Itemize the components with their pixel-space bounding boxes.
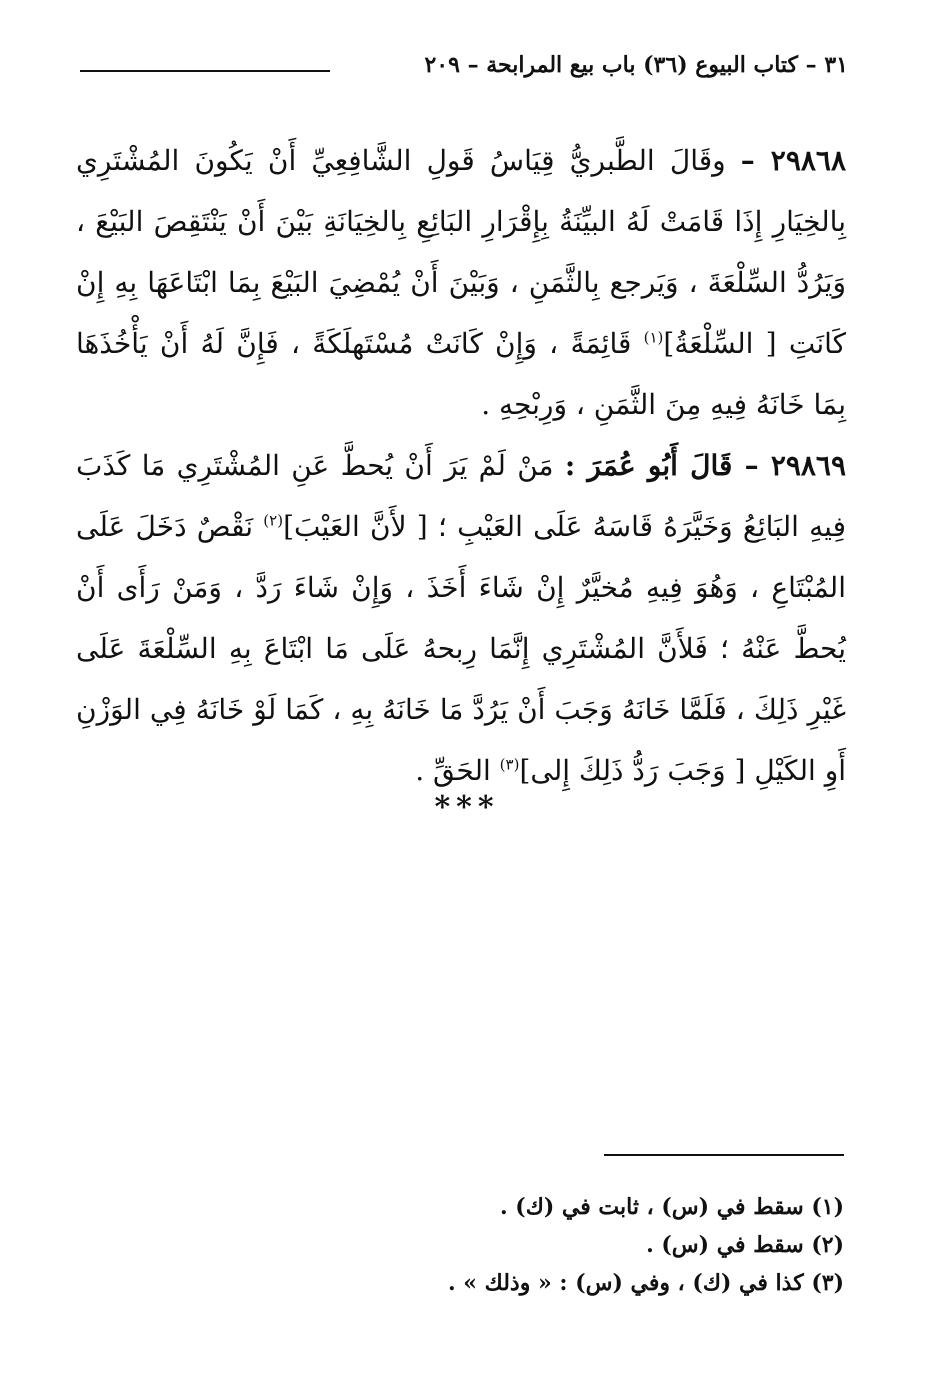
main-text	[76, 130, 846, 801]
paragraph-number: ٢٩٨٦٨ –	[740, 144, 846, 177]
footnote-rule	[604, 1154, 844, 1156]
paragraph-text-continued: قَائِمَةً ، وَإِنْ كَانَتْ مُسْتَهلَكَةً ، فَإِنَّ لَهُ أَنْ يَأْخُذَهَا بِمَا خَانَهُ فِيهِ مِنَ الثَّمَنِ ، وَرِبْحِهِ .	[76, 327, 846, 421]
header-title: ٣١ – كتاب البيوع (٣٦) باب بيع المرابحة – ٢٠٩	[424, 52, 848, 78]
paragraph-text-continued: الحَقِّ .	[415, 754, 500, 787]
paragraph-text-middle: نَقْصٌ دَخَلَ عَلَى المُبْتَاعِ ، وَهُوَ فِيهِ مُخيَّرٌ إِنْ شَاءَ أَخَذَ ، وَإِنْ شَاءَ رَدَّ ، وَمَنْ رَأَى أَنْ يُحطَّ عَنْهُ ؛ فَلأَنَّ المُشْتَرِي إِنَّمَا رِبحهُ عَلَى مَا ابْتَاعَ بِهِ السِّلْعَةَ عَلَى غَيْرِ ذَلِكَ ، فَلَمَّا خَانَهُ وَجَبَ أَنْ يَرُدَّ مَا خَانَهُ بِهِ ، كَمَا لَوْ خَانَهُ فِي الوَزْنِ أَوِ الكَيْلِ [ وَجَبَ رَدُّ ذَلِكَ إِلى]	[76, 510, 846, 787]
paragraph-text: مَنْ لَمْ يَرَ أَنْ يُحطَّ عَنِ المُشْتَرِي مَا كَذَبَ فِيهِ البَائِعُ وَخَيَّرَهُ قَاسَهُ عَلَى العَيْبِ ؛ [ لأَنَّ العَيْبَ]	[76, 449, 846, 543]
footnote-1: (١) سقط في (س) ، ثابت في (ك) .	[499, 1194, 844, 1220]
footnote-ref-2: (٢)	[263, 511, 284, 530]
header-rule	[80, 70, 330, 72]
paragraph-29868	[76, 130, 846, 435]
footnote-3: (٣) كذا في (ك) ، وفي (س) : « وذلك » .	[447, 1270, 844, 1296]
paragraph-29869	[76, 435, 846, 801]
section-separator: ***	[434, 790, 500, 825]
footnote-2: (٢) سقط في (س) .	[646, 1232, 844, 1258]
footnote-ref-1: (١)	[643, 328, 664, 347]
paragraph-number: ٢٩٨٦٩ –	[744, 449, 847, 482]
running-header	[78, 52, 848, 92]
footnotes	[144, 1188, 844, 1302]
footnote-ref-3: (٣)	[499, 755, 520, 774]
paragraph-lead: قَالَ أَبُو عُمَرَ :	[564, 449, 745, 482]
paragraph-text: وقَالَ الطَّبريُّ قِيَاسُ قَولِ الشَّافِعِيِّ أَنْ يَكُونَ المُشْتَرِي بِالخِيَارِ إِذَا قَامَتْ لَهُ البيِّنَةُ بِإِقْرَارِ البَائِعِ بِالخِيَانَةِ بَيْنَ أَنْ يَنْتَقِصَ البَيْعَ ، وَيَرُدُّ السِّلْعَةَ ، وَيَرجع بِالثَّمَنِ ، وَبَيْنَ أَنْ يُمْضِيَ البَيْعَ بِمَا ابْتَاعَهَا بِهِ إِنْ كَانَتِ [ السِّلْعَةُ]	[76, 144, 846, 360]
